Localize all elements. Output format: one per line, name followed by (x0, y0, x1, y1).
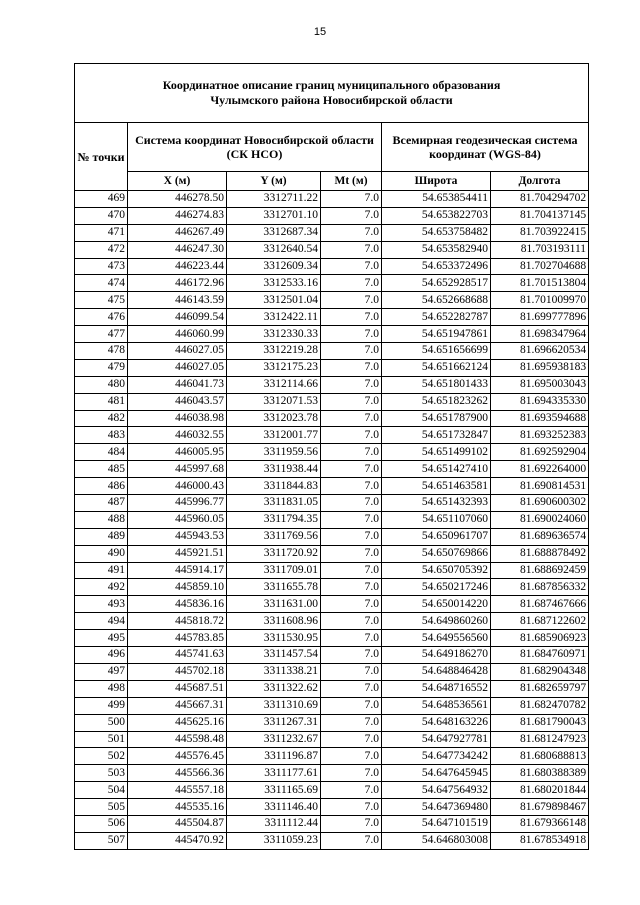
header-mt: Mt (м) (321, 172, 382, 191)
latitude-cell: 54.653372496 (382, 258, 491, 275)
y-cell: 3311146.40 (227, 799, 321, 816)
x-cell: 445687.51 (128, 680, 227, 697)
mt-cell: 7.0 (321, 562, 382, 579)
latitude-cell: 54.649860260 (382, 613, 491, 630)
x-cell: 445836.16 (128, 596, 227, 613)
mt-cell: 7.0 (321, 579, 382, 596)
point-number-cell: 472 (75, 241, 128, 258)
mt-cell: 7.0 (321, 815, 382, 832)
latitude-cell: 54.650217246 (382, 579, 491, 596)
latitude-cell: 54.647734242 (382, 748, 491, 765)
header-wgs-system: Всемирная геодезическая система координат (WGS-84) (382, 123, 589, 172)
mt-cell: 7.0 (321, 528, 382, 545)
latitude-cell: 54.650961707 (382, 528, 491, 545)
header-point-number: № точки (75, 123, 128, 191)
longitude-cell: 81.684760971 (491, 647, 589, 664)
x-cell: 446267.49 (128, 224, 227, 241)
y-cell: 3311655.78 (227, 579, 321, 596)
latitude-cell: 54.651801433 (382, 376, 491, 393)
latitude-cell: 54.651662124 (382, 359, 491, 376)
table-row (75, 478, 589, 495)
x-cell: 446278.50 (128, 191, 227, 208)
point-number-cell: 470 (75, 207, 128, 224)
y-cell: 3312001.77 (227, 427, 321, 444)
longitude-cell: 81.703922415 (491, 224, 589, 241)
header-latitude: Широта (382, 172, 491, 191)
point-number-cell: 498 (75, 680, 128, 697)
point-number-cell: 507 (75, 832, 128, 849)
y-cell: 3312533.16 (227, 275, 321, 292)
y-cell: 3311232.67 (227, 731, 321, 748)
point-number-cell: 502 (75, 748, 128, 765)
point-number-cell: 504 (75, 782, 128, 799)
latitude-cell: 54.647369480 (382, 799, 491, 816)
y-cell: 3312701.10 (227, 207, 321, 224)
mt-cell: 7.0 (321, 326, 382, 343)
table-row (75, 376, 589, 393)
mt-cell: 7.0 (321, 613, 382, 630)
latitude-cell: 54.647564932 (382, 782, 491, 799)
mt-cell: 7.0 (321, 393, 382, 410)
x-cell: 446172.96 (128, 275, 227, 292)
point-number-cell: 496 (75, 647, 128, 664)
point-number-cell: 483 (75, 427, 128, 444)
table-row (75, 579, 589, 596)
latitude-cell: 54.651787900 (382, 410, 491, 427)
point-number-cell: 494 (75, 613, 128, 630)
mt-cell: 7.0 (321, 207, 382, 224)
x-cell: 446027.05 (128, 359, 227, 376)
mt-cell: 7.0 (321, 478, 382, 495)
y-cell: 3311769.56 (227, 528, 321, 545)
mt-cell: 7.0 (321, 461, 382, 478)
y-cell: 3312711.22 (227, 191, 321, 208)
latitude-cell: 54.651823262 (382, 393, 491, 410)
latitude-cell: 54.651427410 (382, 461, 491, 478)
x-cell: 446038.98 (128, 410, 227, 427)
x-cell: 445921.51 (128, 545, 227, 562)
x-cell: 445859.10 (128, 579, 227, 596)
point-number-cell: 501 (75, 731, 128, 748)
latitude-cell: 54.648536561 (382, 697, 491, 714)
longitude-cell: 81.678534918 (491, 832, 589, 849)
latitude-cell: 54.651947861 (382, 326, 491, 343)
y-cell: 3311112.44 (227, 815, 321, 832)
longitude-cell: 81.687122602 (491, 613, 589, 630)
point-number-cell: 487 (75, 495, 128, 512)
latitude-cell: 54.652282787 (382, 309, 491, 326)
y-cell: 3311959.56 (227, 444, 321, 461)
x-cell: 445783.85 (128, 630, 227, 647)
longitude-cell: 81.693594688 (491, 410, 589, 427)
table-row (75, 241, 589, 258)
latitude-cell: 54.648716552 (382, 680, 491, 697)
longitude-cell: 81.703193111 (491, 241, 589, 258)
latitude-cell: 54.650705392 (382, 562, 491, 579)
longitude-cell: 81.690814531 (491, 478, 589, 495)
x-cell: 445667.31 (128, 697, 227, 714)
longitude-cell: 81.704137145 (491, 207, 589, 224)
mt-cell: 7.0 (321, 309, 382, 326)
latitude-cell: 54.651107060 (382, 511, 491, 528)
mt-cell: 7.0 (321, 376, 382, 393)
latitude-cell: 54.653854411 (382, 191, 491, 208)
x-cell: 446060.99 (128, 326, 227, 343)
mt-cell: 7.0 (321, 275, 382, 292)
latitude-cell: 54.647645945 (382, 765, 491, 782)
y-cell: 3311844.83 (227, 478, 321, 495)
point-number-cell: 495 (75, 630, 128, 647)
longitude-cell: 81.699777896 (491, 309, 589, 326)
x-cell: 446041.73 (128, 376, 227, 393)
header-nso-system: Система координат Новосибирской области (СК НСО) (128, 123, 382, 172)
y-cell: 3312175.23 (227, 359, 321, 376)
point-number-cell: 477 (75, 326, 128, 343)
latitude-cell: 54.652668688 (382, 292, 491, 309)
table-row (75, 359, 589, 376)
longitude-cell: 81.680201844 (491, 782, 589, 799)
point-number-cell: 500 (75, 714, 128, 731)
mt-cell: 7.0 (321, 343, 382, 360)
point-number-cell: 475 (75, 292, 128, 309)
mt-cell: 7.0 (321, 832, 382, 849)
longitude-cell: 81.690600302 (491, 495, 589, 512)
y-cell: 3311177.61 (227, 765, 321, 782)
point-number-cell: 473 (75, 258, 128, 275)
latitude-cell: 54.652928517 (382, 275, 491, 292)
mt-cell: 7.0 (321, 292, 382, 309)
table-row (75, 427, 589, 444)
latitude-cell: 54.651499102 (382, 444, 491, 461)
y-cell: 3312640.54 (227, 241, 321, 258)
y-cell: 3312422.11 (227, 309, 321, 326)
point-number-cell: 471 (75, 224, 128, 241)
y-cell: 3311267.31 (227, 714, 321, 731)
x-cell: 446223.44 (128, 258, 227, 275)
longitude-cell: 81.702704688 (491, 258, 589, 275)
table-row (75, 224, 589, 241)
table-row (75, 207, 589, 224)
point-number-cell: 476 (75, 309, 128, 326)
x-cell: 446032.55 (128, 427, 227, 444)
point-number-cell: 481 (75, 393, 128, 410)
point-number-cell: 469 (75, 191, 128, 208)
table-row (75, 511, 589, 528)
y-cell: 3312687.34 (227, 224, 321, 241)
point-number-cell: 491 (75, 562, 128, 579)
latitude-cell: 54.648163226 (382, 714, 491, 731)
table-row (75, 799, 589, 816)
x-cell: 445535.16 (128, 799, 227, 816)
y-cell: 3311338.21 (227, 663, 321, 680)
x-cell: 446274.83 (128, 207, 227, 224)
y-cell: 3311322.62 (227, 680, 321, 697)
table-row (75, 275, 589, 292)
header-x: X (м) (128, 172, 227, 191)
point-number-cell: 499 (75, 697, 128, 714)
y-cell: 3311196.87 (227, 748, 321, 765)
table-row (75, 326, 589, 343)
longitude-cell: 81.680388389 (491, 765, 589, 782)
y-cell: 3312071.53 (227, 393, 321, 410)
point-number-cell: 506 (75, 815, 128, 832)
mt-cell: 7.0 (321, 596, 382, 613)
latitude-cell: 54.653822703 (382, 207, 491, 224)
table-row (75, 647, 589, 664)
mt-cell: 7.0 (321, 427, 382, 444)
mt-cell: 7.0 (321, 359, 382, 376)
y-cell: 3312330.33 (227, 326, 321, 343)
longitude-cell: 81.679366148 (491, 815, 589, 832)
point-number-cell: 484 (75, 444, 128, 461)
table-title (75, 64, 589, 123)
mt-cell: 7.0 (321, 191, 382, 208)
mt-cell: 7.0 (321, 663, 382, 680)
point-number-cell: 505 (75, 799, 128, 816)
y-cell: 3311709.01 (227, 562, 321, 579)
point-number-cell: 489 (75, 528, 128, 545)
y-cell: 3311310.69 (227, 697, 321, 714)
table-row (75, 596, 589, 613)
y-cell: 3311059.23 (227, 832, 321, 849)
y-cell: 3311165.69 (227, 782, 321, 799)
table-row (75, 714, 589, 731)
mt-cell: 7.0 (321, 241, 382, 258)
mt-cell: 7.0 (321, 765, 382, 782)
point-number-cell: 479 (75, 359, 128, 376)
table-row (75, 680, 589, 697)
mt-cell: 7.0 (321, 224, 382, 241)
y-cell: 3312023.78 (227, 410, 321, 427)
point-number-cell: 486 (75, 478, 128, 495)
longitude-cell: 81.701513804 (491, 275, 589, 292)
longitude-cell: 81.685906923 (491, 630, 589, 647)
mt-cell: 7.0 (321, 697, 382, 714)
table-row (75, 731, 589, 748)
x-cell: 446247.30 (128, 241, 227, 258)
table-row (75, 545, 589, 562)
latitude-cell: 54.648846428 (382, 663, 491, 680)
table-row (75, 191, 589, 208)
mt-cell: 7.0 (321, 731, 382, 748)
x-cell: 445741.63 (128, 647, 227, 664)
mt-cell: 7.0 (321, 444, 382, 461)
y-cell: 3311720.92 (227, 545, 321, 562)
x-cell: 445960.05 (128, 511, 227, 528)
point-number-cell: 497 (75, 663, 128, 680)
x-cell: 445625.16 (128, 714, 227, 731)
x-cell: 445914.17 (128, 562, 227, 579)
x-cell: 445997.68 (128, 461, 227, 478)
x-cell: 445943.53 (128, 528, 227, 545)
y-cell: 3311631.00 (227, 596, 321, 613)
table-row (75, 697, 589, 714)
x-cell: 445818.72 (128, 613, 227, 630)
latitude-cell: 54.651732847 (382, 427, 491, 444)
longitude-cell: 81.680688813 (491, 748, 589, 765)
latitude-cell: 54.650014220 (382, 596, 491, 613)
table-row (75, 815, 589, 832)
longitude-cell: 81.687856332 (491, 579, 589, 596)
x-cell: 445598.48 (128, 731, 227, 748)
table-row (75, 444, 589, 461)
longitude-cell: 81.704294702 (491, 191, 589, 208)
point-number-cell: 485 (75, 461, 128, 478)
point-number-cell: 488 (75, 511, 128, 528)
header-y: Y (м) (227, 172, 321, 191)
longitude-cell: 81.679898467 (491, 799, 589, 816)
longitude-cell: 81.695938183 (491, 359, 589, 376)
x-cell: 446000.43 (128, 478, 227, 495)
longitude-cell: 81.690024060 (491, 511, 589, 528)
y-cell: 3312114.66 (227, 376, 321, 393)
mt-cell: 7.0 (321, 495, 382, 512)
longitude-cell: 81.688692459 (491, 562, 589, 579)
table-row (75, 393, 589, 410)
y-cell: 3311530.95 (227, 630, 321, 647)
mt-cell: 7.0 (321, 511, 382, 528)
longitude-cell: 81.698347964 (491, 326, 589, 343)
x-cell: 445996.77 (128, 495, 227, 512)
table-body (75, 191, 589, 850)
latitude-cell: 54.651432393 (382, 495, 491, 512)
point-number-cell: 474 (75, 275, 128, 292)
y-cell: 3312219.28 (227, 343, 321, 360)
point-number-cell: 480 (75, 376, 128, 393)
y-cell: 3311794.35 (227, 511, 321, 528)
y-cell: 3312501.04 (227, 292, 321, 309)
table-row (75, 782, 589, 799)
y-cell: 3311938.44 (227, 461, 321, 478)
x-cell: 446143.59 (128, 292, 227, 309)
table-row (75, 258, 589, 275)
table-row (75, 562, 589, 579)
x-cell: 445504.87 (128, 815, 227, 832)
y-cell: 3311457.54 (227, 647, 321, 664)
latitude-cell: 54.646803008 (382, 832, 491, 849)
point-number-cell: 503 (75, 765, 128, 782)
table-row (75, 748, 589, 765)
mt-cell: 7.0 (321, 680, 382, 697)
point-number-cell: 492 (75, 579, 128, 596)
table-row (75, 495, 589, 512)
y-cell: 3312609.34 (227, 258, 321, 275)
point-number-cell: 490 (75, 545, 128, 562)
x-cell: 446027.05 (128, 343, 227, 360)
mt-cell: 7.0 (321, 545, 382, 562)
longitude-cell: 81.692592904 (491, 444, 589, 461)
table-row (75, 410, 589, 427)
longitude-cell: 81.688878492 (491, 545, 589, 562)
longitude-cell: 81.681247923 (491, 731, 589, 748)
mt-cell: 7.0 (321, 799, 382, 816)
longitude-cell: 81.701009970 (491, 292, 589, 309)
latitude-cell: 54.653582940 (382, 241, 491, 258)
latitude-cell: 54.651463581 (382, 478, 491, 495)
latitude-cell: 54.649556560 (382, 630, 491, 647)
point-number-cell: 478 (75, 343, 128, 360)
mt-cell: 7.0 (321, 258, 382, 275)
y-cell: 3311831.05 (227, 495, 321, 512)
longitude-cell: 81.682904348 (491, 663, 589, 680)
x-cell: 445470.92 (128, 832, 227, 849)
longitude-cell: 81.693252383 (491, 427, 589, 444)
table-row (75, 765, 589, 782)
x-cell: 446043.57 (128, 393, 227, 410)
x-cell: 445576.45 (128, 748, 227, 765)
y-cell: 3311608.96 (227, 613, 321, 630)
latitude-cell: 54.651656699 (382, 343, 491, 360)
x-cell: 446005.95 (128, 444, 227, 461)
latitude-cell: 54.647101519 (382, 815, 491, 832)
longitude-cell: 81.692264000 (491, 461, 589, 478)
table-row (75, 613, 589, 630)
x-cell: 445557.18 (128, 782, 227, 799)
table-row (75, 343, 589, 360)
header-longitude: Долгота (491, 172, 589, 191)
longitude-cell: 81.694335330 (491, 393, 589, 410)
table-row (75, 528, 589, 545)
latitude-cell: 54.647927781 (382, 731, 491, 748)
longitude-cell: 81.681790043 (491, 714, 589, 731)
table-row (75, 461, 589, 478)
table-row (75, 663, 589, 680)
mt-cell: 7.0 (321, 647, 382, 664)
x-cell: 445702.18 (128, 663, 227, 680)
latitude-cell: 54.650769866 (382, 545, 491, 562)
longitude-cell: 81.689636574 (491, 528, 589, 545)
latitude-cell: 54.649186270 (382, 647, 491, 664)
title-line-1: Координатное описание границ муниципального образования (162, 78, 501, 92)
mt-cell: 7.0 (321, 630, 382, 647)
title-line-2: Чулымского района Новосибирской области (210, 93, 453, 107)
longitude-cell: 81.696620534 (491, 343, 589, 360)
table-row (75, 630, 589, 647)
table-row (75, 832, 589, 849)
longitude-cell: 81.682470782 (491, 697, 589, 714)
latitude-cell: 54.653758482 (382, 224, 491, 241)
mt-cell: 7.0 (321, 748, 382, 765)
table-row (75, 292, 589, 309)
coordinates-table (74, 63, 589, 850)
x-cell: 445566.36 (128, 765, 227, 782)
point-number-cell: 493 (75, 596, 128, 613)
x-cell: 446099.54 (128, 309, 227, 326)
table-row (75, 309, 589, 326)
longitude-cell: 81.687467666 (491, 596, 589, 613)
point-number-cell: 482 (75, 410, 128, 427)
mt-cell: 7.0 (321, 714, 382, 731)
mt-cell: 7.0 (321, 410, 382, 427)
longitude-cell: 81.695003043 (491, 376, 589, 393)
page-number: 15 (313, 26, 327, 38)
longitude-cell: 81.682659797 (491, 680, 589, 697)
mt-cell: 7.0 (321, 782, 382, 799)
